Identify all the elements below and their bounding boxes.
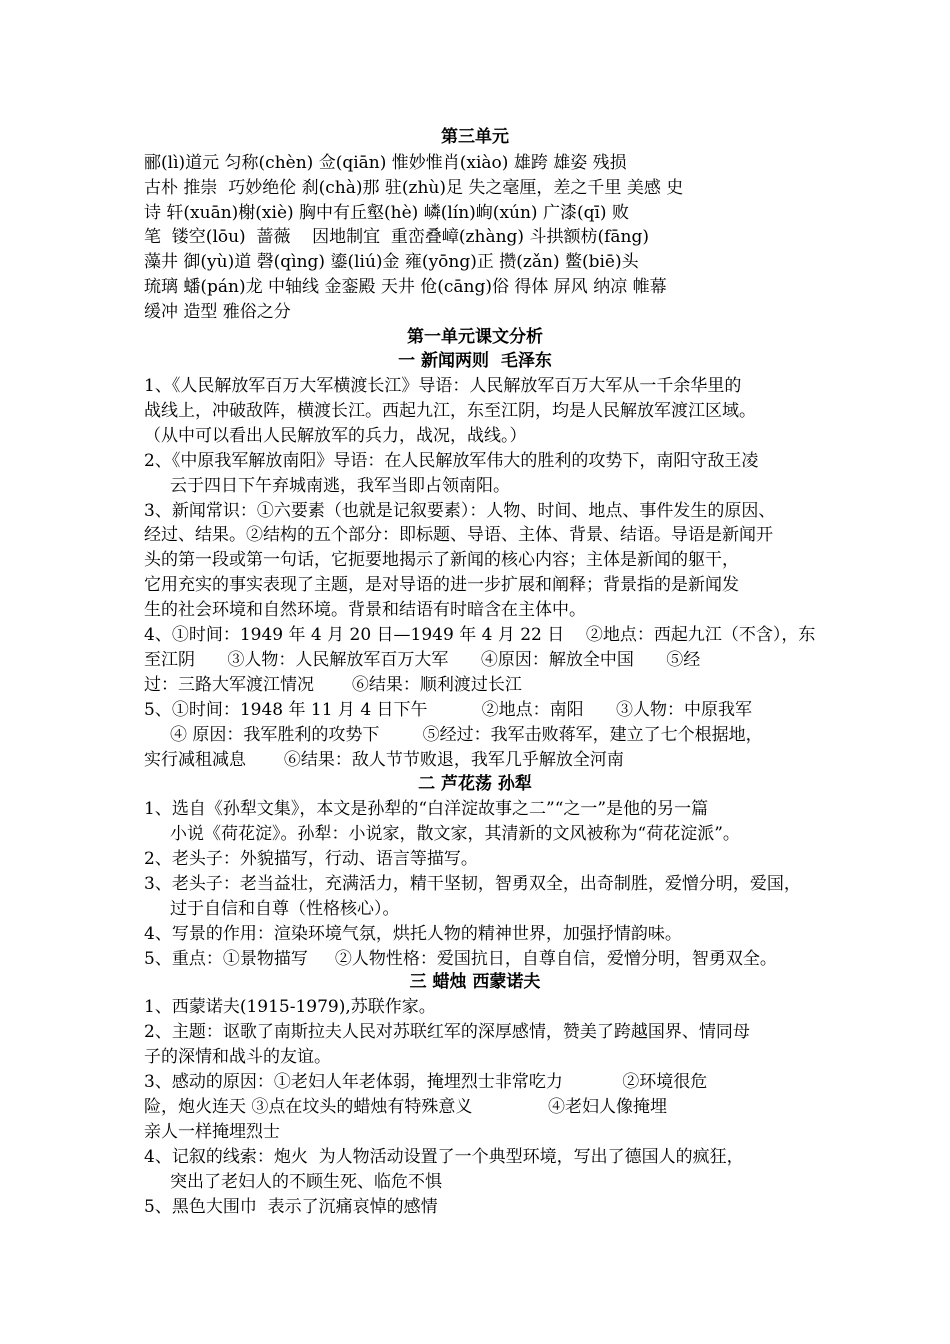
paragraph-line: 过：三路大军渡江情况 ⑥结果：顺利渡过长江 [144, 675, 522, 695]
paragraph-line: 4、写景的作用：渲染环境气氛，烘托人物的精神世界，加强抒情韵味。 [144, 924, 682, 944]
vocab-line: 诗 轩(xuān)榭(xiè) 胸中有丘壑(hè) 嶙(lín)峋(xún) 广漆(qī) 败 [144, 203, 629, 223]
section-title: 三 蜡烛 西蒙诺夫 [409, 972, 541, 992]
unit3-title: 第三单元 [441, 127, 509, 147]
paragraph-line: 子的深情和战斗的友谊。 [144, 1047, 331, 1067]
paragraph-line: 至江阴 ③人物：人民解放军百万大军 ④原因：解放全中国 ⑤经 [144, 650, 701, 670]
section-title: 一 新闻两则 毛泽东 [398, 351, 552, 371]
paragraph-line: 生的社会环境和自然环境。背景和结语有时暗含在主体中。 [144, 600, 586, 620]
paragraph-line: 战线上，冲破敌阵，横渡长江。西起九江，东至江阴，均是人民解放军渡江区域。 [144, 401, 756, 421]
paragraph-line: 2、老头子：外貌描写，行动、语言等描写。 [144, 849, 478, 869]
vocab-line: 缓冲 造型 雅俗之分 [144, 302, 291, 322]
section-title: 二 芦花荡 孙犁 [418, 774, 532, 794]
vocab-line: 古朴 推崇 巧妙绝伦 刹(chà)那 驻(zhù)足 失之毫厘，差之千里 美感 史 [144, 178, 684, 198]
paragraph-line: 2、《中原我军解放南阳》导语：在人民解放军伟大的胜利的攻势下，南阳守敌王凌 [144, 451, 759, 471]
paragraph-line: 3、感动的原因：①老妇人年老体弱，掩埋烈士非常吃力 ②环境很危 [144, 1072, 708, 1092]
paragraph-line: 5、①时间：1948 年 11 月 4 日下午 ②地点：南阳 ③人物：中原我军 [144, 700, 753, 720]
paragraph-line: 它用充实的事实表现了主题，是对导语的进一步扩展和阐释；背景指的是新闻发 [144, 575, 739, 595]
paragraph-line: 3、老头子：老当益壮，充满活力，精干坚韧，智勇双全，出奇制胜，爱憎分明，爱国， [144, 874, 801, 894]
paragraph-line: 3、新闻常识：①六要素（也就是记叙要素）：人物、时间、地点、事件发生的原因、 [144, 501, 776, 521]
paragraph-line: 1、选自《孙犁文集》，本文是孙犁的“白洋淀故事之二”“之一”是他的另一篇 [144, 799, 709, 819]
paragraph-line: 过于自信和自尊（性格核心）。 [170, 899, 400, 919]
paragraph-line: 1、《人民解放军百万大军横渡长江》导语：人民解放军百万大军从一千余华里的 [144, 376, 742, 396]
paragraph-line: 突出了老妇人的不顾生死、临危不惧 [170, 1172, 442, 1192]
vocab-line: 藻井 御(yù)道 磬(qìng) 鎏(liú)金 雍(yōng)正 攒(zǎn) 鳖(biē)头 [144, 252, 639, 272]
paragraph-line: 5、重点：①景物描写 ②人物性格：爱国抗日，自尊自信，爱憎分明，智勇双全。 [144, 949, 777, 969]
paragraph-line: （从中可以看出人民解放军的兵力，战况，战线。） [144, 426, 527, 446]
paragraph-line: 实行减租减息 ⑥结果：敌人节节败退，我军几乎解放全河南 [144, 750, 624, 770]
paragraph-line: 经过、结果。②结构的五个部分：即标题、导语、主体、背景、结语。导语是新闻开 [144, 525, 773, 545]
vocab-line: 琉璃 蟠(pán)龙 中轴线 金銮殿 天井 伧(cāng)俗 得体 屏风 纳凉 帷幕 [144, 277, 667, 297]
paragraph-line: 亲人一样掩埋烈士 [144, 1122, 280, 1142]
paragraph-line: 2、主题：讴歌了南斯拉夫人民对苏联红军的深厚感情，赞美了跨越国界、情同母 [144, 1022, 750, 1042]
paragraph-line: 1、西蒙诺夫(1915-1979),苏联作家。 [144, 997, 436, 1017]
paragraph-line: 险，炮火连天 ③点在坟头的蜡烛有特殊意义 ④老妇人像掩埋 [144, 1097, 668, 1117]
vocab-line: 郦(lì)道元 匀称(chèn) 佥(qiān) 惟妙惟肖(xiào) 雄跨 雄姿 残损 [144, 153, 627, 173]
paragraph-line: 小说《荷花淀》。孙犁：小说家，散文家，其清新的文风被称为“荷花淀派”。 [170, 824, 740, 844]
paragraph-line: ④ 原因：我军胜利的攻势下 ⑤经过：我军击败蒋军，建立了七个根据地， [170, 725, 763, 745]
paragraph-line: 4、①时间：1949 年 4 月 20 日—1949 年 4 月 22 日 ②地点：西起九江（不含），东 [144, 625, 816, 645]
paragraph-line: 云于四日下午弃城南逃，我军当即占领南阳。 [170, 476, 510, 496]
analysis-title: 第一单元课文分析 [407, 327, 543, 347]
paragraph-line: 4、记叙的线索：炮火 为人物活动设置了一个典型环境，写出了德国人的疯狂， [144, 1147, 744, 1167]
vocab-line: 笔 镂空(lōu) 蔷薇 因地制宜 重峦叠嶂(zhàng) 斗拱额枋(fāng) [144, 227, 649, 247]
paragraph-line: 头的第一段或第一句话，它扼要地揭示了新闻的核心内容；主体是新闻的躯干， [144, 550, 739, 570]
paragraph-line: 5、黑色大围巾 表示了沉痛哀悼的感情 [144, 1197, 438, 1217]
